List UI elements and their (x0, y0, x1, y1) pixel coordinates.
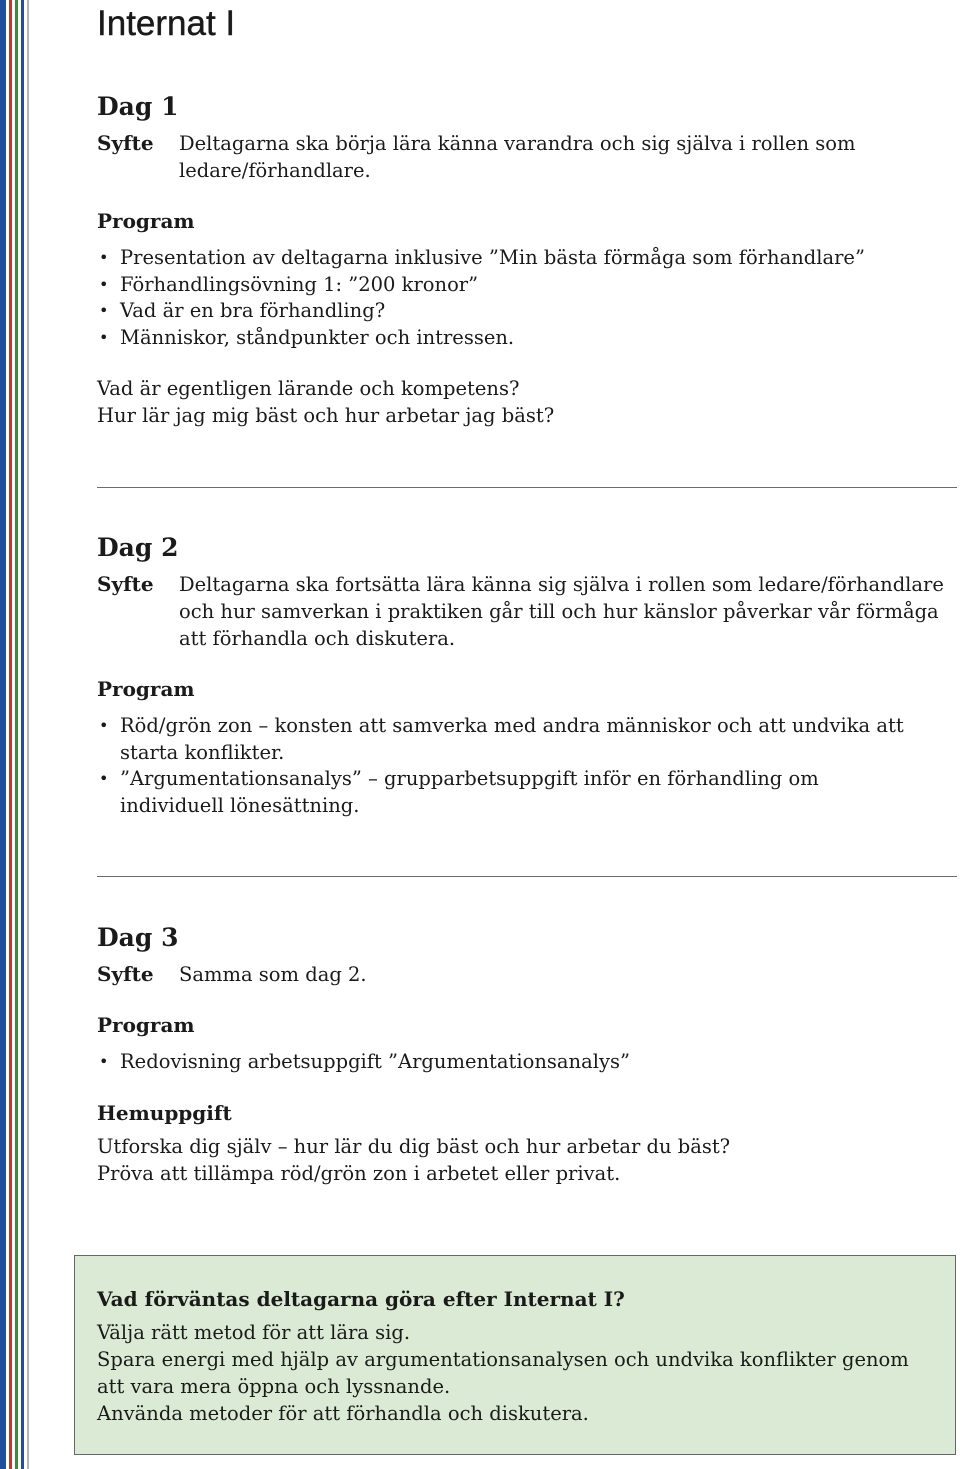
list-item (97, 1049, 947, 1076)
summary-line: att vara mera öppna och lyssnande. (97, 1375, 451, 1398)
side-stripe-gray (27, 0, 29, 1469)
page-title: Internat I (97, 4, 236, 43)
side-stripe-green (15, 0, 18, 1469)
section-divider (97, 876, 957, 877)
list-item-text: Människor, ståndpunkter och intressen. (120, 325, 515, 349)
day2-heading: Dag 2 (97, 533, 179, 562)
list-item-text: Förhandlingsövning 1: ”200 kronor” (120, 272, 479, 296)
list-item (97, 272, 947, 299)
homework-line: Pröva att tillämpa röd/grön zon i arbetet eller privat. (97, 1161, 621, 1185)
section-divider (97, 487, 957, 488)
list-item (97, 325, 947, 352)
list-item-text: ”Argumentationsanalys” – grupparbetsuppgift inför en förhandling om (120, 767, 819, 790)
day2-syfte-line: att förhandla och diskutera. (179, 627, 456, 650)
day1-syfte-text (179, 130, 856, 157)
day2-syfte-row (97, 571, 947, 652)
day2-syfte-text (179, 571, 944, 652)
question-line: Vad är egentligen lärande och kompetens? (97, 377, 520, 400)
day1-heading: Dag 1 (97, 92, 179, 121)
bullet-dot-icon: • (99, 716, 109, 735)
bullet-dot-icon: • (99, 327, 109, 347)
day1-syfte-line: ledare/förhandlare. (179, 159, 371, 182)
day1-program-list (97, 245, 947, 351)
summary-box (74, 1255, 956, 1455)
summary-box-title: Vad förväntas deltagarna göra efter Internat I? (97, 1287, 625, 1311)
side-stripe-blue-thin (21, 0, 24, 1469)
day2-section (97, 531, 947, 819)
day2-program-label: Program (97, 677, 195, 701)
list-item (97, 766, 947, 819)
day3-homework-label: Hemuppgift (97, 1100, 232, 1125)
bullet-dot-icon: • (99, 301, 109, 320)
summary-line: Välja rätt metod för att lära sig. (97, 1321, 411, 1344)
side-stripe-blue (0, 0, 6, 1469)
day1-program-label: Program (97, 209, 195, 233)
day2-syfte-label: Syfte (97, 572, 154, 596)
day1-syfte-line: Deltagarna ska börja lära känna varandra och sig själva i rollen som (179, 132, 856, 155)
summary-line: Använda metoder för att förhandla och diskutera. (97, 1402, 589, 1425)
day1-section (97, 90, 947, 429)
list-item-text: Röd/grön zon – konsten att samverka med andra människor och att undvika att (120, 714, 904, 737)
day3-program-list (97, 1049, 947, 1076)
question-line: Hur lär jag mig bäst och hur arbetar jag bäst? (97, 404, 555, 427)
day3-syfte-label: Syfte (97, 962, 154, 986)
list-item-text: Redovisning arbetsuppgift ”Argumentationsanalys” (120, 1050, 630, 1073)
list-item-text: Presentation av deltagarna inklusive ”Min bästa förmåga som förhandlare” (120, 246, 865, 269)
list-item-text: individuell lönesättning. (120, 793, 360, 817)
side-stripe-red (9, 0, 12, 1469)
summary-box-lines (97, 1319, 933, 1427)
day3-program-label: Program (97, 1013, 195, 1037)
day2-syfte-line: Deltagarna ska fortsätta lära känna sig själva i rollen som ledare/förhandlare (179, 573, 944, 596)
list-item (97, 298, 947, 325)
list-item-text: Vad är en bra förhandling? (120, 299, 386, 322)
day1-syfte-row (97, 130, 947, 157)
bullet-dot-icon: • (99, 769, 109, 788)
list-item (97, 713, 947, 766)
day1-questions (97, 375, 947, 429)
day2-program-list (97, 713, 947, 819)
day3-syfte-row (97, 961, 947, 988)
list-item-text: starta konflikter. (120, 740, 285, 764)
day3-syfte-text: Samma som dag 2. (179, 963, 367, 986)
day3-section (97, 921, 947, 1187)
summary-line: Spara energi med hjälp av argumentationsanalysen och undvika konflikter genom (97, 1348, 909, 1371)
bullet-dot-icon: • (99, 248, 109, 267)
bullet-dot-icon: • (99, 1052, 109, 1071)
day1-syfte-label: Syfte (97, 131, 154, 155)
day3-heading: Dag 3 (97, 923, 179, 952)
bullet-dot-icon: • (99, 274, 109, 294)
list-item (97, 245, 947, 272)
day3-homework (97, 1133, 947, 1187)
homework-line: Utforska dig själv – hur lär du dig bäst och hur arbetar du bäst? (97, 1134, 731, 1158)
day2-syfte-line: och hur samverkan i praktiken går till och hur känslor påverkar vår förmåga (179, 600, 939, 623)
